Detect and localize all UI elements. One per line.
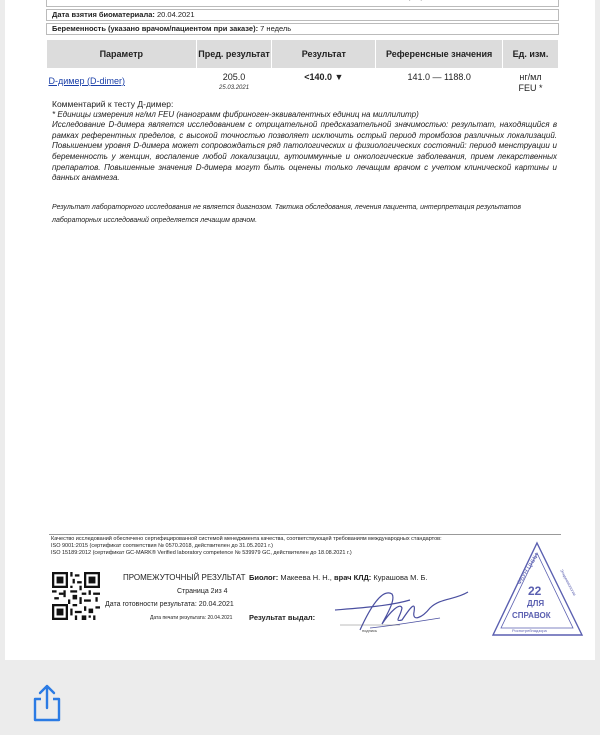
- test-comment: [52, 99, 557, 184]
- footer-divider: [49, 534, 561, 535]
- comment-body: Исследование D-димера является исследованием с отрицательной предсказательной значимостью: результат, находящийся в рамках референтных пределов, с высокой точностью позволяет исключить острый период тромбозов различных локализаций. Повышением уровня D-димера может сопровождаться ряд патологических и физиологических состояний: период менструации и беременность у женщин, воспаление любой локализации, аутоиммунные и онкологические заболевания, прием лекарственных препаратов. Повышенные значения D-димера могут быть оценены только лечащим врачом с учетом клинической картины и данных анамнеза.: [52, 120, 557, 183]
- signature-image: [330, 578, 470, 638]
- page-number: Страница 2из 4: [177, 588, 228, 595]
- print-date: Дата печати результата: 20.04.2021: [150, 615, 233, 621]
- collection-date-row: [46, 9, 559, 21]
- pregnancy-value: 7 недель: [260, 24, 292, 33]
- col-header-result: Результат: [272, 40, 376, 69]
- col-header-param: Параметр: [47, 40, 197, 69]
- quality-line-3: ISO 15189:2012 (сертификат GC-MARK® Verified laboratory competence № 539979 GC, действителен до 18.08.2021 г.): [51, 550, 352, 557]
- prev-value: 205.0: [222, 72, 246, 82]
- signature-caption: подпись: [362, 628, 378, 633]
- doctor-name: Курашова М. Б.: [373, 573, 428, 582]
- issued-label: Результат выдал:: [249, 613, 316, 622]
- result-value: <140.0 ▼: [304, 72, 344, 82]
- results-table: [46, 39, 559, 99]
- col-header-prev: Пред. результат: [196, 40, 272, 69]
- quality-line-2: ISO 9001:2015 (сертификат соответствия № 0570.2018, действителен до 31.05.2021 г.): [51, 543, 273, 550]
- quality-statement: [51, 536, 563, 558]
- unit-value: нг/мл FEU *: [518, 72, 543, 93]
- collection-date-value: 20.04.2021: [156, 10, 195, 19]
- prev-result-cell: [196, 69, 272, 99]
- comment-note: * Единицы измерения нг/мл FEU (нанограмм фибриноген-эквивалентных единиц на миллилитр): [52, 109, 419, 119]
- collection-date-label: Дата взятия биоматериала:: [52, 10, 155, 19]
- share-icon[interactable]: [30, 683, 64, 723]
- biologist-label: Биолог:: [249, 573, 279, 582]
- table-row: [47, 69, 559, 99]
- reference-value: 141.0 — 1188.0: [407, 72, 471, 82]
- pregnancy-row: [46, 23, 559, 35]
- comment-title: Комментарий к тесту Д-димер:: [52, 99, 174, 109]
- stamp-side: Эпидемиологии: [559, 568, 578, 597]
- stamp-mid: ДЛЯ: [527, 599, 545, 608]
- pregnancy-label: Беременность (указано врачом/пациентом при заказе):: [52, 24, 259, 33]
- document-page: [5, 0, 595, 660]
- prev-date: 25.03.2021: [219, 85, 250, 91]
- qr-code: [52, 572, 100, 620]
- stamp-image: [490, 540, 585, 645]
- top-cut-row: [46, 0, 559, 7]
- col-header-unit: Ед. изм.: [503, 40, 559, 69]
- quality-line-1: Качество исследований обеспечено сертифицированной системой менеджмента качества, соответствующей требованиям международных стандартов:: [51, 536, 442, 542]
- stamp-lower: Роспотребнадзора: [512, 628, 547, 633]
- disclaimer: Результат лабораторного исследования не является диагнозом. Тактика обследования, лечения пациента, интерпретация результатов лабораторных исследований определяется лечащим врачом.: [52, 204, 521, 224]
- top-cut-text: [398, 0, 423, 1]
- doctor-label: врач КЛД:: [334, 573, 372, 582]
- stamp-top: ФБУН ЦНИИ: [516, 552, 541, 587]
- col-header-reference: Референсные значения: [376, 40, 503, 69]
- stamp-bottom: СПРАВОК: [512, 611, 551, 620]
- ready-date: Дата готовности результата: 20.04.2021: [105, 601, 234, 608]
- biologist-name: Макеева Н. Н.,: [280, 573, 332, 582]
- stamp-number: 22: [528, 584, 542, 598]
- d-dimer-link[interactable]: D-димер (D-dimer): [48, 76, 125, 86]
- result-status: ПРОМЕЖУТОЧНЫЙ РЕЗУЛЬТАТ: [123, 573, 246, 582]
